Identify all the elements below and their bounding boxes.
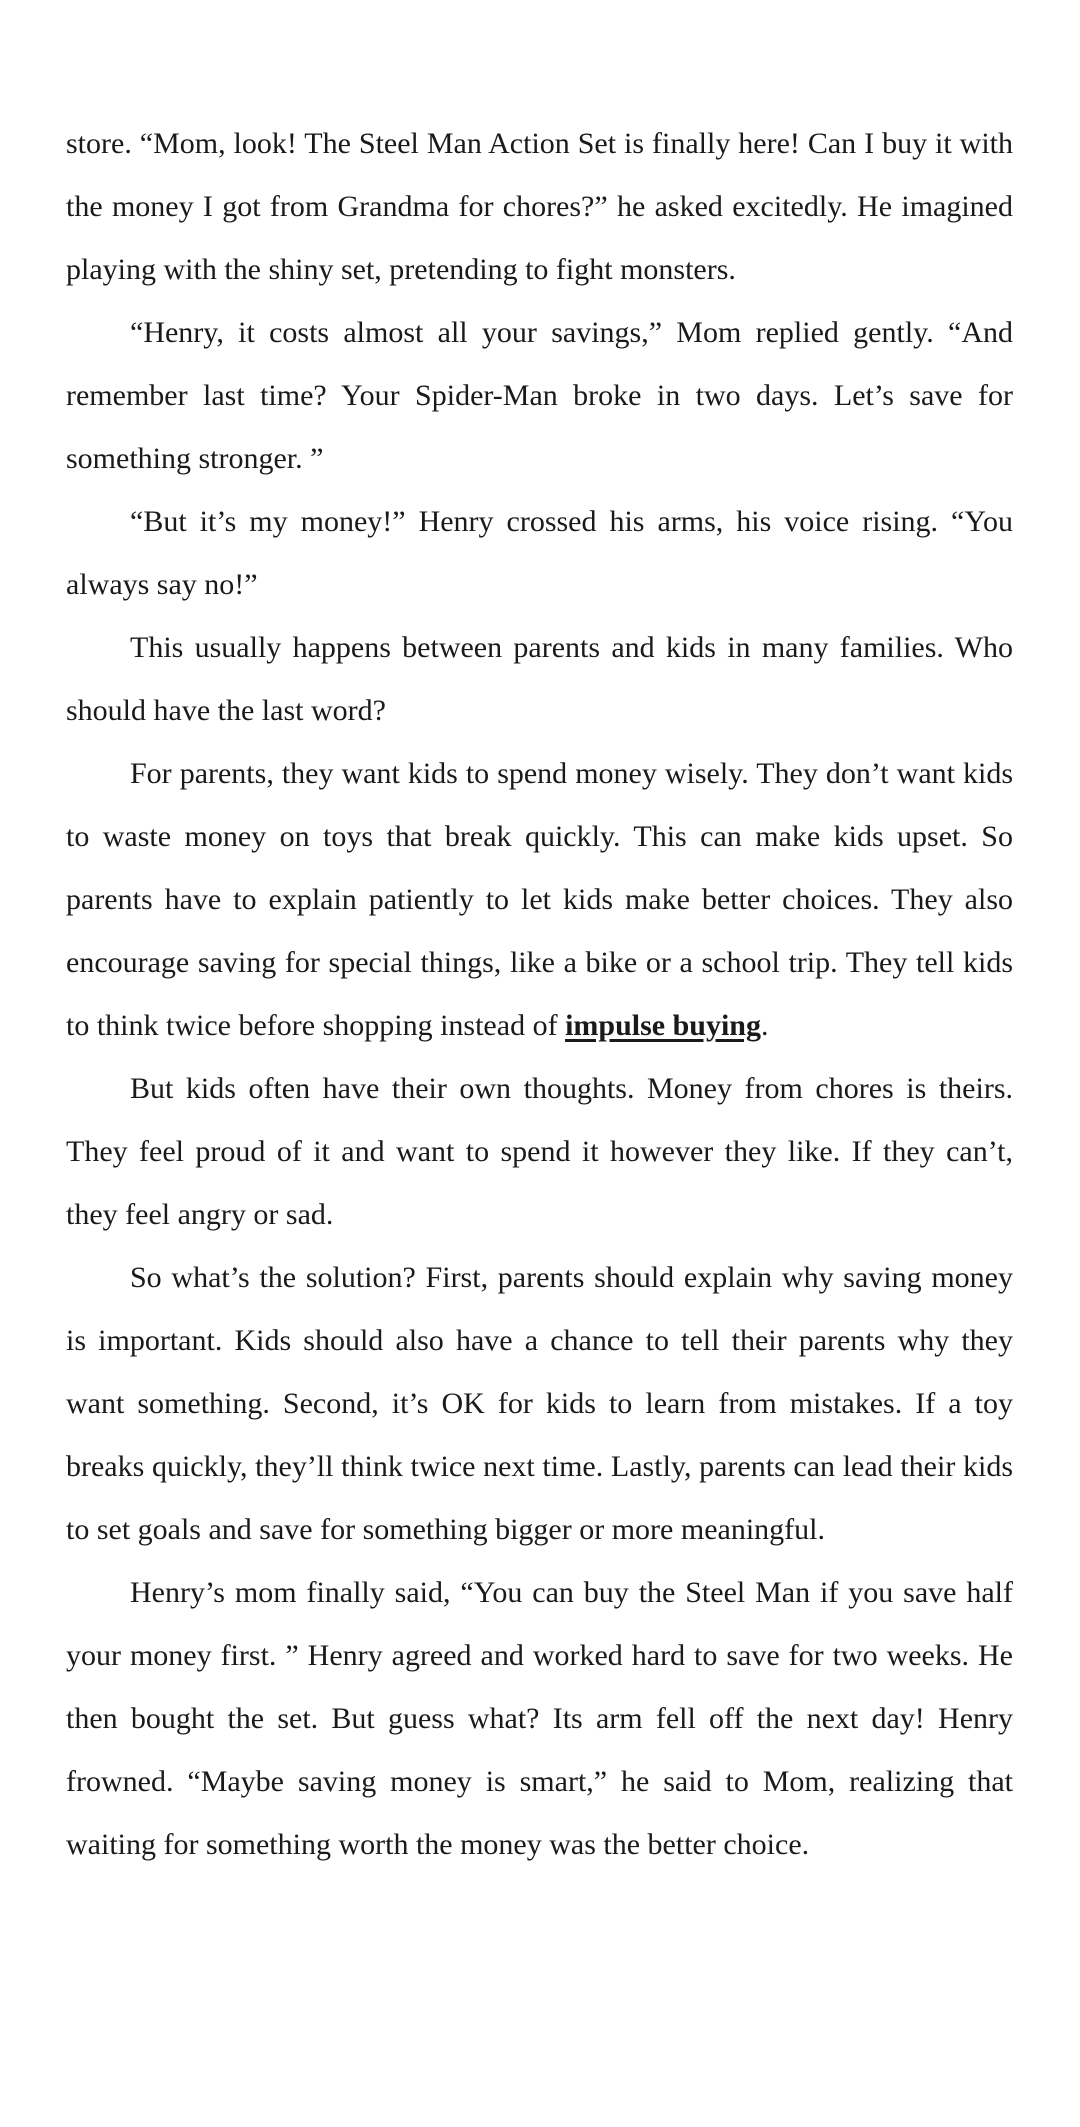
paragraph-3: “But it’s my money!” Henry crossed his arms, his voice rising. “You always say no!” <box>66 505 1013 601</box>
paragraph-2: “Henry, it costs almost all your savings,” Mom replied gently. “And remember last time? Your Spider-Man broke in two days. Let’s save for something stronger. ” <box>66 316 1013 475</box>
paragraph-8: Henry’s mom finally said, “You can buy the Steel Man if you save half your money first. ” Henry agreed and worked hard to save for two weeks. He then bought the set. But guess what? Its arm fell off the next day! Henry frowned. “Maybe saving money is smart,” he said to Mom, realizing that waiting for something worth the money was the better choice. <box>66 1576 1013 1861</box>
paragraph-5-text: For parents, they want kids to spend money wisely. They don’t want kids to waste money on toys that break quickly. This can make kids upset. So parents have to explain patiently to let kids make better choices. They also encourage saving for special things, like a bike or a school trip. They tell kids to think twice before shopping instead of <box>66 757 1013 1042</box>
paragraph-5 <box>66 742 1013 1057</box>
underlined-term: impulse buying <box>565 1009 761 1042</box>
paragraph-6: But kids often have their own thoughts. Money from chores is theirs. They feel proud of it and want to spend it however they like. If they can’t, they feel angry or sad. <box>66 1072 1013 1231</box>
paragraph-5-end: . <box>760 1009 769 1042</box>
story-text <box>66 112 1013 1876</box>
paragraph-1: store. “Mom, look! The Steel Man Action Set is finally here! Can I buy it with the money I got from Grandma for chores?” he asked excitedly. He imagined playing with the shiny set, pretending to fight monsters. <box>66 127 1013 286</box>
paragraph-7: So what’s the solution? First, parents should explain why saving money is important. Kids should also have a chance to tell their parents why they want something. Second, it’s OK for kids to learn from mistakes. If a toy breaks quickly, they’ll think twice next time. Lastly, parents can lead their kids to set goals and save for something bigger or more meaningful. <box>66 1261 1013 1546</box>
paragraph-4: This usually happens between parents and kids in many families. Who should have the last word? <box>66 631 1013 727</box>
